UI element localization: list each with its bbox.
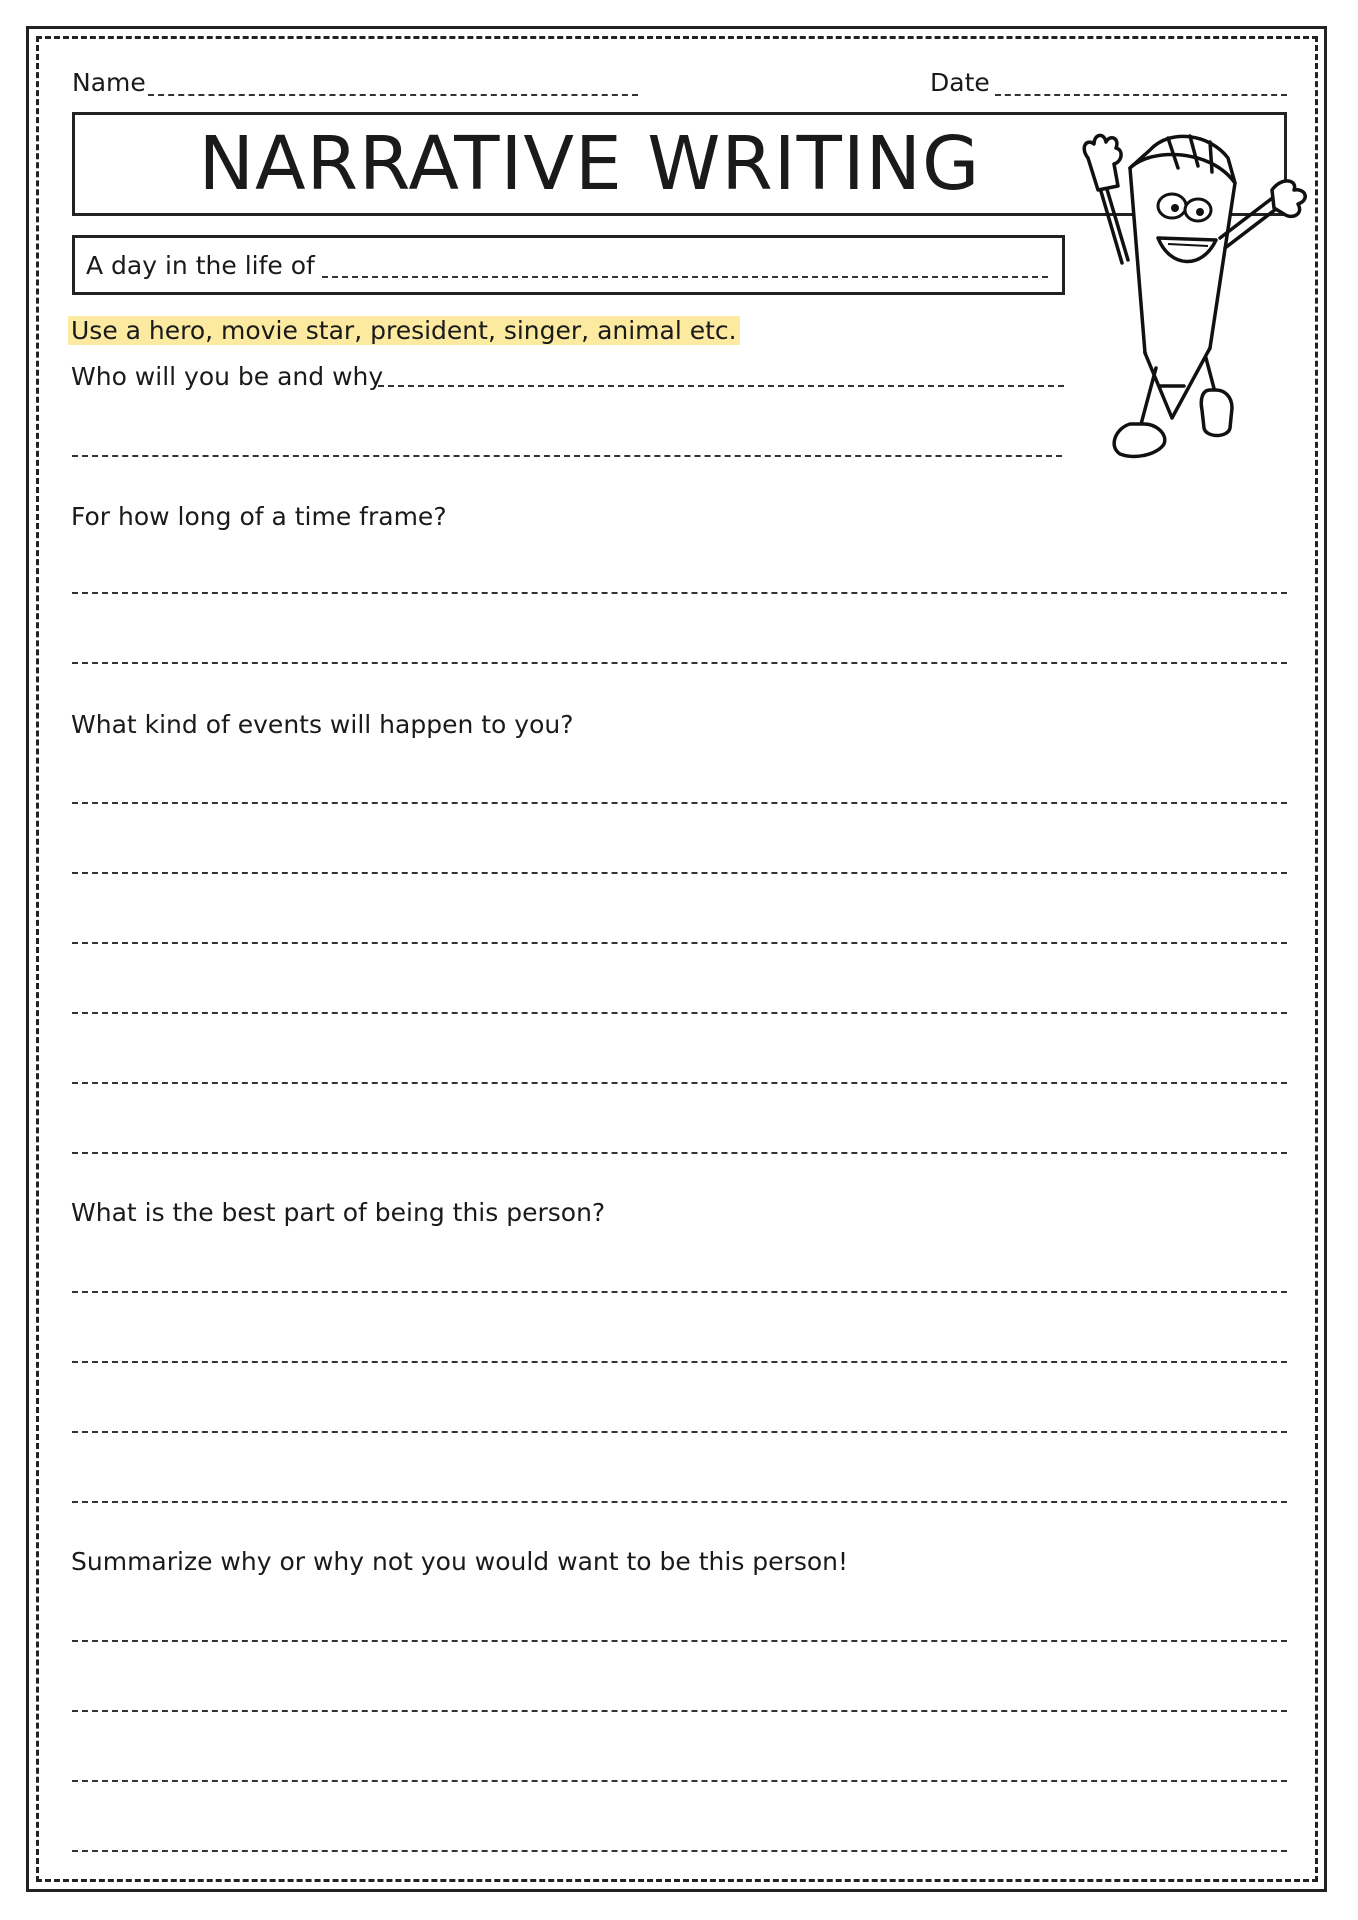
- answer-line-time-2[interactable]: [72, 662, 1287, 664]
- question-best-part: What is the best part of being this person?: [71, 1198, 606, 1227]
- answer-line-summary-4[interactable]: [72, 1850, 1287, 1852]
- answer-line-best-4[interactable]: [72, 1501, 1287, 1503]
- answer-line-summary-3[interactable]: [72, 1780, 1287, 1782]
- answer-line-time-1[interactable]: [72, 592, 1287, 594]
- answer-line-events-4[interactable]: [72, 1012, 1287, 1014]
- name-label: Name: [72, 68, 146, 97]
- answer-line-events-2[interactable]: [72, 872, 1287, 874]
- date-label: Date: [930, 68, 990, 97]
- answer-line-summary-1[interactable]: [72, 1640, 1287, 1642]
- answer-line-events-5[interactable]: [72, 1082, 1287, 1084]
- answer-line-best-2[interactable]: [72, 1361, 1287, 1363]
- question-time-frame: For how long of a time frame?: [71, 502, 447, 531]
- prompt-label: A day in the life of: [86, 251, 315, 280]
- answer-line-events-6[interactable]: [72, 1152, 1287, 1154]
- day-in-life-field[interactable]: [322, 276, 1048, 278]
- pencil-character-icon: [1060, 128, 1310, 468]
- answer-line-who-1[interactable]: [378, 385, 1064, 387]
- date-field[interactable]: [995, 94, 1287, 96]
- hint-wrapper: [68, 316, 740, 346]
- name-field[interactable]: [148, 94, 638, 96]
- answer-line-events-1[interactable]: [72, 802, 1287, 804]
- answer-line-who-2[interactable]: [72, 455, 1062, 457]
- answer-line-events-3[interactable]: [72, 942, 1287, 944]
- answer-line-best-3[interactable]: [72, 1431, 1287, 1433]
- hint-text: Use a hero, movie star, president, singer, animal etc.: [68, 316, 740, 345]
- answer-line-summary-2[interactable]: [72, 1710, 1287, 1712]
- question-events: What kind of events will happen to you?: [71, 710, 574, 739]
- question-summarize: Summarize why or why not you would want to be this person!: [71, 1547, 849, 1576]
- answer-line-best-1[interactable]: [72, 1291, 1287, 1293]
- page-title: NARRATIVE WRITING: [198, 121, 981, 207]
- question-who: Who will you be and why: [71, 362, 384, 391]
